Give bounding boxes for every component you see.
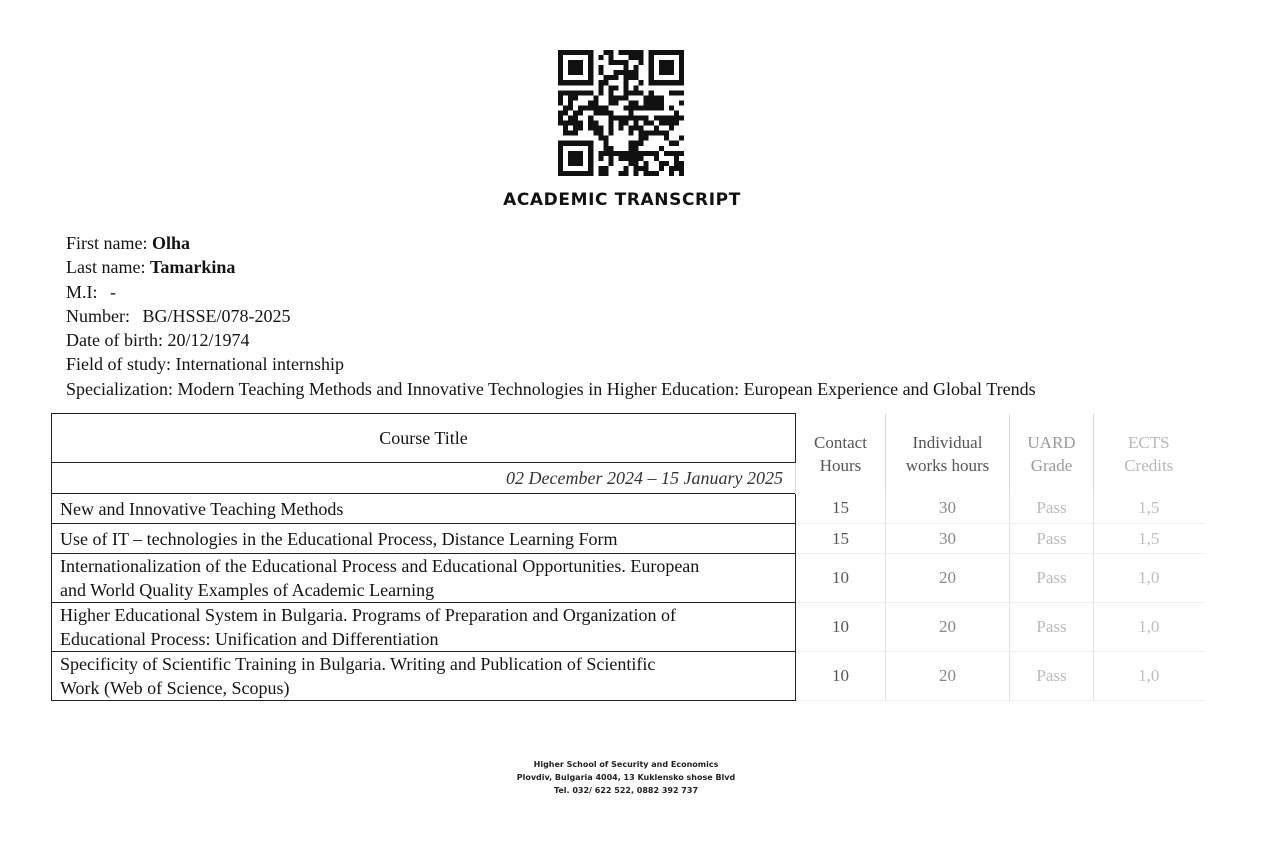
first-name-row xyxy=(66,231,1036,255)
footer-address: Plovdiv, Bulgaria 4004, 13 Kuklensko shose Blvd xyxy=(516,773,736,782)
course-title-line2: Work (Web of Science, Scopus) xyxy=(60,678,290,698)
contact-hours-header-line1: Contact xyxy=(814,432,867,452)
contact-hours-header xyxy=(796,414,886,494)
course-title-line1: Higher Educational System in Bulgaria. Programs of Preparation and Organization of xyxy=(60,605,677,625)
contact-hours-cell: 10 xyxy=(796,652,886,701)
course-title-header: Course Title xyxy=(52,414,796,463)
grade-header-line2: Grade xyxy=(1030,455,1073,475)
individual-hours-cell: 30 xyxy=(886,494,1010,524)
individual-hours-cell: 20 xyxy=(886,652,1010,701)
grade-header-line1: UARD xyxy=(1027,432,1076,452)
number-row xyxy=(66,304,1036,328)
credits-cell: 1,0 xyxy=(1094,554,1204,603)
credits-cell: 1,5 xyxy=(1094,494,1204,524)
contact-hours-cell: 10 xyxy=(796,603,886,652)
grade-cell: Pass xyxy=(1010,494,1094,524)
table-row xyxy=(52,603,1204,652)
contact-hours-cell: 15 xyxy=(796,494,886,524)
dob-label: Date of birth: xyxy=(66,330,163,351)
contact-hours-header-line2: Hours xyxy=(819,455,862,475)
course-title-cell xyxy=(52,554,796,603)
contact-hours-cell: 10 xyxy=(796,554,886,603)
course-title-cell xyxy=(52,603,796,652)
last-name-label: Last name: xyxy=(66,257,146,278)
dob-row xyxy=(66,328,1036,352)
individual-hours-header-line1: Individual xyxy=(912,432,983,452)
mi-row xyxy=(66,280,1036,304)
qr-code-graphic xyxy=(558,50,684,176)
number-value: BG/HSSE/078-2025 xyxy=(142,305,291,326)
field-value: International internship xyxy=(175,354,344,375)
period-label: 02 December 2024 – 15 January 2025 xyxy=(52,463,796,494)
field-label: Field of study: xyxy=(66,354,172,375)
institution-footer xyxy=(0,758,1252,797)
document-title: ACADEMIC TRANSCRIPT xyxy=(503,190,741,210)
grade-cell: Pass xyxy=(1010,603,1094,652)
course-title-line1: Specificity of Scientific Training in Bulgaria. Writing and Publication of Scientific xyxy=(60,654,656,674)
course-title-cell xyxy=(52,652,796,701)
credits-header-line2: Credits xyxy=(1124,455,1174,475)
field-row xyxy=(66,352,1036,376)
credits-cell: 1,0 xyxy=(1094,603,1204,652)
individual-hours-cell: 20 xyxy=(886,603,1010,652)
course-title-line1: Use of IT – technologies in the Educational Process, Distance Learning Form xyxy=(60,528,618,549)
mi-value: - xyxy=(110,281,116,302)
last-name-row xyxy=(66,255,1036,279)
table-row xyxy=(52,554,1204,603)
grade-cell: Pass xyxy=(1010,524,1094,554)
specialization-row xyxy=(66,377,1036,401)
table-row xyxy=(52,652,1204,701)
individual-hours-cell: 30 xyxy=(886,524,1010,554)
first-name-value: Olha xyxy=(152,233,191,253)
table-header-row xyxy=(52,414,1204,463)
grade-cell: Pass xyxy=(1010,554,1094,603)
credits-cell: 1,5 xyxy=(1094,524,1204,554)
footer-phone: Tel. 032/ 622 522, 0882 392 737 xyxy=(553,786,699,795)
course-title-line2: Educational Process: Unification and Differentiation xyxy=(60,629,439,649)
credits-header-line1: ECTS xyxy=(1127,432,1170,452)
individual-hours-cell: 20 xyxy=(886,554,1010,603)
course-title-cell xyxy=(52,524,796,554)
specialization-label: Specialization: xyxy=(66,378,173,399)
footer-institution-name: Higher School of Security and Economics xyxy=(533,760,719,769)
number-label: Number: xyxy=(66,305,130,326)
table-row xyxy=(52,494,1204,524)
last-name-value: Tamarkina xyxy=(149,257,236,278)
mi-label: M.I: xyxy=(66,281,98,302)
transcript-table xyxy=(51,413,1204,701)
contact-hours-cell: 15 xyxy=(796,524,886,554)
first-name-label: First name: xyxy=(66,233,148,253)
course-title-line1: New and Innovative Teaching Methods xyxy=(60,498,344,519)
qr-code xyxy=(558,50,684,176)
course-title-line1: Internationalization of the Educational Process and Educational Opportunities. European xyxy=(60,556,700,576)
specialization-value: Modern Teaching Methods and Innovative Technologies in Higher Education: European Experience and Global Trends xyxy=(177,378,1036,399)
individual-hours-header-line2: works hours xyxy=(905,455,990,475)
grade-header xyxy=(1010,414,1094,494)
grade-cell: Pass xyxy=(1010,652,1094,701)
student-info xyxy=(66,231,1036,401)
dob-value: 20/12/1974 xyxy=(167,330,250,351)
credits-cell: 1,0 xyxy=(1094,652,1204,701)
individual-hours-header xyxy=(886,414,1010,494)
credits-header xyxy=(1094,414,1204,494)
table-row xyxy=(52,524,1204,554)
course-title-line2: and World Quality Examples of Academic Learning xyxy=(60,580,435,600)
course-title-cell xyxy=(52,494,796,524)
